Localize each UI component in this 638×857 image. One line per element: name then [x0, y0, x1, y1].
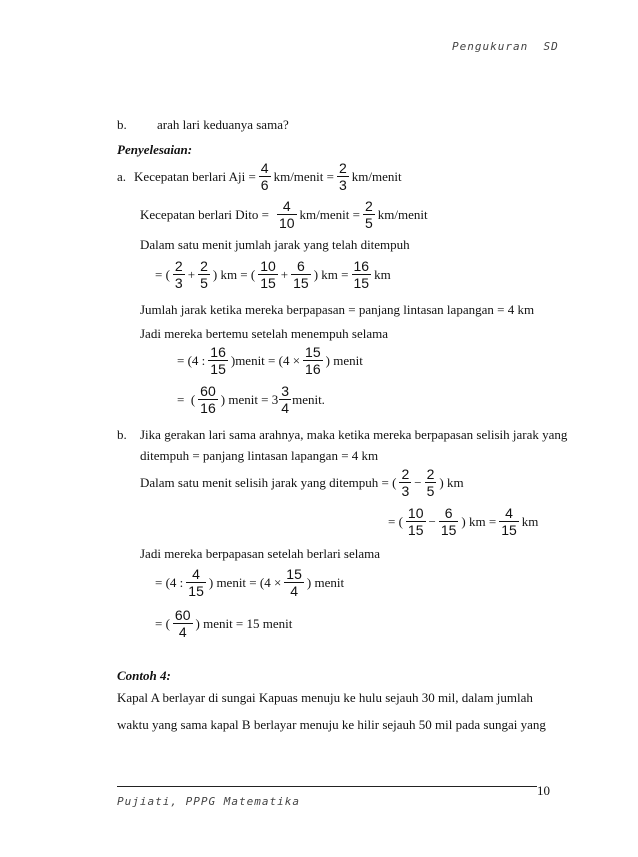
equation-text: km/menit	[351, 168, 402, 184]
equation-text: km/menit =	[273, 168, 334, 184]
equation-text: +	[187, 266, 196, 282]
equation-difference-result	[388, 505, 538, 538]
text-line: Jadi mereka berpapasan setelah berlari selama	[140, 546, 381, 561]
equation-meet-result	[177, 383, 325, 416]
footer-rule	[117, 786, 537, 787]
item-label: b.	[117, 427, 127, 442]
text-line: Jumlah jarak ketika mereka berpapasan = panjang lintasan lapangan = 4 km	[140, 302, 535, 317]
equation-text: menit.	[292, 391, 325, 407]
equation-text: ) km =	[313, 266, 349, 282]
question-text: arah lari keduanya sama?	[157, 117, 289, 132]
equation-text: ) menit = (4 ×	[208, 574, 282, 590]
text-line: Jadi mereka bertemu setelah menempuh selama	[140, 326, 388, 341]
equation-text: km	[521, 513, 539, 529]
equation-text: km/menit	[377, 206, 428, 222]
fraction: $\frac{2}{5}$	[200, 258, 208, 291]
fraction: $\frac{2}{5}$	[426, 466, 435, 499]
footer-author: Pujiati, PPPG Matematika	[117, 795, 300, 808]
equation-text: = (4 :	[155, 574, 184, 590]
equation-text: Kecepatan berlari Aji =	[134, 168, 256, 184]
equation-text: ) menit	[325, 352, 363, 368]
equation-text: −	[428, 513, 436, 529]
text-line: Dalam satu menit jumlah jarak yang telah ditempuh	[140, 237, 410, 252]
fraction: $\frac{10}{15}$	[407, 505, 424, 538]
equation-text: −	[414, 474, 422, 490]
equation-text: km	[374, 266, 391, 282]
fraction: $\frac{60}{4}$	[174, 607, 191, 640]
equation-pass-result	[155, 607, 292, 640]
fraction: $\frac{16}{15}$	[210, 344, 226, 377]
equation-text: ) menit = 3	[220, 391, 279, 407]
equation-text: Kecepatan berlari Dito =	[140, 206, 269, 222]
fraction: $\frac{60}{16}$	[200, 383, 216, 416]
fraction: $\frac{2}{3}$	[401, 466, 410, 499]
equation-speed-dito	[140, 198, 428, 231]
fraction: $\frac{10}{15}$	[260, 258, 276, 291]
fraction: $\frac{2}{3}$	[339, 160, 347, 193]
equation-text: = (	[177, 391, 196, 407]
fraction: $\frac{4}{6}$	[260, 160, 269, 193]
fraction: $\frac{15}{16}$	[305, 344, 321, 377]
equation-meet-time	[177, 344, 363, 377]
equation-text: ) menit	[306, 574, 345, 590]
fraction: $\frac{6}{15}$	[293, 258, 309, 291]
equation-text: = (	[155, 615, 170, 631]
equation-text: )menit = (4 ×	[230, 352, 301, 368]
fraction: $\frac{4}{15}$	[188, 566, 204, 599]
equation-total-distance	[155, 258, 391, 291]
equation-text: = (4 :	[177, 352, 206, 368]
fraction: $\frac{4}{15}$	[501, 505, 517, 538]
equation-text: ) km	[439, 474, 464, 490]
equation-text: ) km = (	[212, 266, 256, 282]
equation-text: Dalam satu menit selisih jarak yang ditempuh = (	[140, 474, 397, 490]
fraction: $\frac{3}{4}$	[281, 383, 290, 416]
example-heading: Contoh 4:	[117, 668, 171, 683]
fraction: $\frac{6}{15}$	[440, 505, 457, 538]
equation-speed-aji	[117, 160, 402, 193]
fraction: $\frac{4}{10}$	[278, 198, 295, 231]
text-line: ditempuh = panjang lintasan lapangan = 4 km	[140, 448, 379, 463]
equation-pass-time	[155, 566, 344, 599]
fraction: $\frac{2}{5}$	[364, 198, 373, 231]
paragraph-line: waktu yang sama kapal B berlayar menuju ke hilir sejauh 50 mil pada sungai yang	[117, 717, 546, 732]
solution-heading: Penyelesaian:	[117, 142, 193, 157]
equation-text: = (	[155, 266, 170, 282]
equation-text: km/menit =	[299, 206, 360, 222]
fraction: $\frac{16}{15}$	[353, 258, 370, 291]
paragraph-line: Kapal A berlayar di sungai Kapuas menuju ke hulu sejauh 30 mil, dalam jumlah	[117, 690, 533, 705]
equation-text: = (	[388, 513, 403, 529]
page-number: 10	[537, 783, 550, 798]
item-label: a.	[117, 168, 127, 184]
equation-difference	[140, 466, 464, 499]
item-label: b.	[117, 117, 127, 132]
running-header: Pengukuran SD	[452, 40, 559, 53]
text-line: Jika gerakan lari sama arahnya, maka ketika mereka berpapasan selisih jarak yang	[140, 427, 568, 442]
equation-text: ) menit = 15 menit	[195, 615, 293, 631]
equation-text: ) km =	[461, 513, 497, 529]
fraction: $\frac{15}{4}$	[286, 566, 302, 599]
fraction: $\frac{2}{3}$	[174, 258, 183, 291]
equation-text: +	[280, 266, 289, 282]
